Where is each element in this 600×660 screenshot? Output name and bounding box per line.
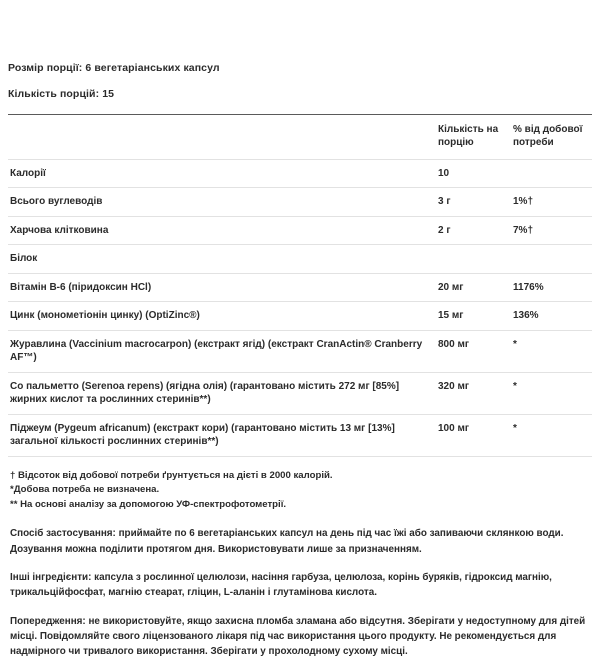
nutrient-daily-value: * [513,330,592,372]
nutrient-amount: 10 [438,159,513,188]
nutrient-amount: 3 г [438,188,513,217]
footnote-analysis-method: ** На основі аналізу за допомогою УФ-спектрофотометрії. [10,499,287,511]
nutrient-name: Білок [8,245,438,274]
product-information [8,526,592,659]
footnote-dv-not-established: *Добова потреба не визначена. [10,484,160,496]
table-row [8,414,592,456]
table-row [8,372,592,414]
nutrient-amount: 20 мг [438,273,513,302]
nutrient-name: Всього вуглеводів [8,188,438,217]
table-row [8,159,592,188]
column-header-daily-value: % від добової потреби [513,115,592,159]
nutrient-name: Піджеум (Pygeum africanum) (екстракт кори) (гарантовано містить 13 мг [13%] загальної кількості рослинних стеринів**) [8,414,438,456]
nutrient-amount: 320 мг [438,372,513,414]
nutrient-daily-value [513,245,592,274]
nutrient-name: Со пальметто (Serenoa repens) (ягідна олія) (гарантовано містить 272 мг [85%] жирних кислот та рослинних стеринів**) [8,372,438,414]
nutrient-daily-value: 1%† [513,188,592,217]
warning-paragraph: Попередження: не використовуйте, якщо захисна пломба зламана або відсутня. Зберігати у недоступному для дітей місці. Повідомляйте свого ліцензованого лікаря під час використання цього продукту. Не рекомендується для надмірного чи тривалого використання. Зберігати у прохолодному сухому місці. [10,615,586,658]
table-row [8,188,592,217]
other-ingredients-paragraph: Інші інгредієнти: капсула з рослинної целюлози, насіння гарбуза, целюлоза, корінь буряків, гідроксид магнію, трикальційфосфат, магнію стеарат, гліцин, L-аланін і глутамінова кислота. [10,571,552,599]
nutrient-daily-value: 7%† [513,216,592,245]
column-header-nutrient [8,115,438,159]
table-row [8,330,592,372]
nutrient-daily-value: * [513,372,592,414]
nutrient-name: Вітамін B-6 (піридоксин HCl) [8,273,438,302]
directions-paragraph: Спосіб застосування: приймайте по 6 вегетаріанських капсул на день під час їжі або запиваючи склянкою води. Дозування можна поділити протягом дня. Використовувати лише за призначенням. [10,528,564,555]
footnotes [8,469,592,514]
table-row [8,273,592,302]
serving-info [8,0,592,101]
supplement-facts-table [8,114,592,456]
nutrient-amount: 15 мг [438,302,513,331]
nutrient-amount [438,245,513,274]
nutrient-amount: 2 г [438,216,513,245]
nutrient-daily-value: * [513,414,592,456]
serving-size-line: Розмір порції: 6 вегетаріанських капсул [8,62,220,74]
table-row [8,302,592,331]
nutrient-name: Калорії [8,159,438,188]
table-row [8,245,592,274]
servings-per-container-line: Кількість порцій: 15 [8,88,115,101]
column-header-amount-per-serving: Кількість на порцію [438,115,513,159]
table-header [8,115,592,159]
nutrient-name: Харчова клітковина [8,216,438,245]
nutrient-name: Журавлина (Vaccinium macrocarpon) (екстракт ягід) (екстракт CranActin® Cranberry AF™) [8,330,438,372]
nutrient-name: Цинк (монометіонін цинку) (OptiZinc®) [8,302,438,331]
nutrient-amount: 800 мг [438,330,513,372]
nutrient-amount: 100 мг [438,414,513,456]
table-body [8,159,592,456]
footnote-daily-value-basis: † Відсоток від добової потреби ґрунтується на дієті в 2000 калорій. [10,469,333,481]
table-row [8,216,592,245]
table-header-row [8,115,592,159]
nutrient-daily-value [513,159,592,188]
nutrient-daily-value: 1176% [513,273,592,302]
nutrient-daily-value: 136% [513,302,592,331]
